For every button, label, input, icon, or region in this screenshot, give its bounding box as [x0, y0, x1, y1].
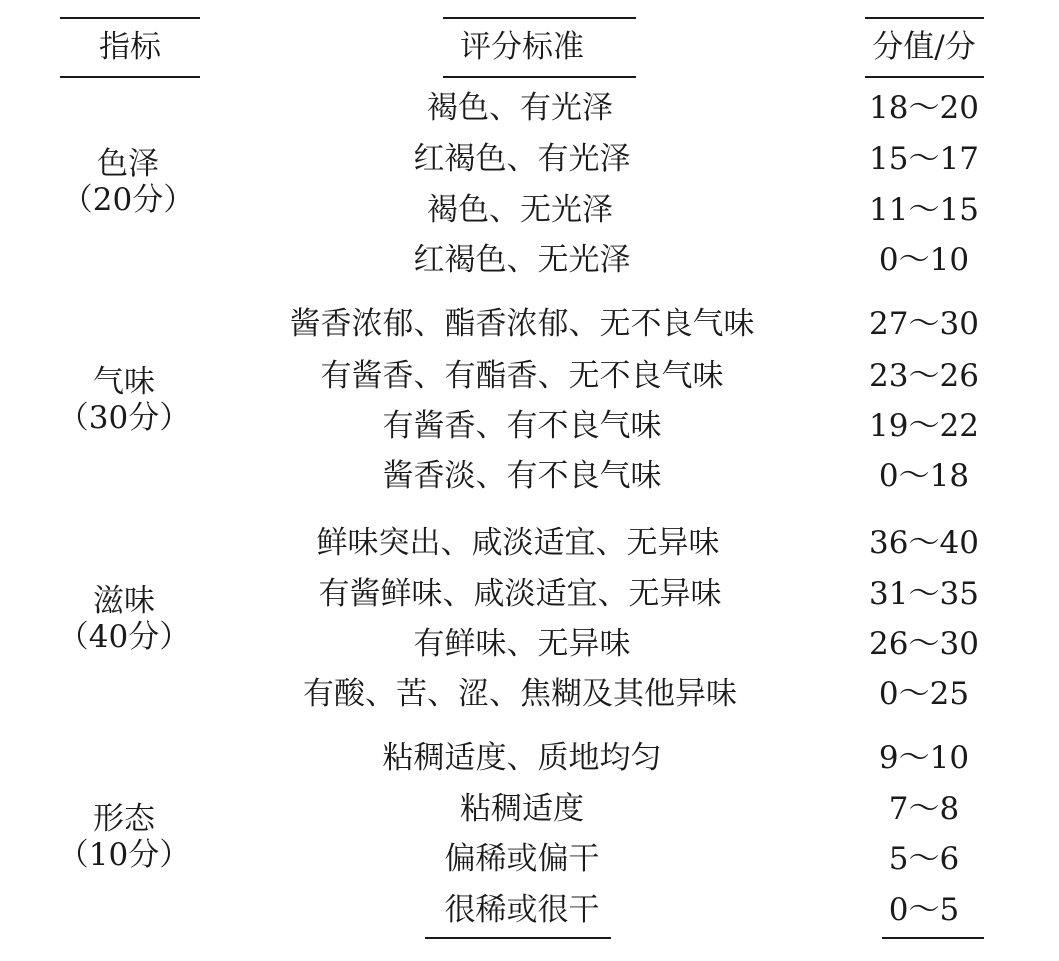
bottom-rule-criteria — [425, 937, 611, 939]
indicator-points: （30分） — [57, 400, 191, 436]
indicator-points: （40分） — [57, 619, 191, 655]
top-rule-criteria — [443, 17, 636, 19]
indicator-form — [58, 801, 190, 873]
indicator-aroma — [58, 364, 190, 436]
score-cell: 11～15 — [869, 192, 979, 228]
criteria-cell: 粘稠适度、质地均匀 — [382, 740, 662, 776]
score-cell: 9～10 — [878, 740, 970, 776]
criteria-cell: 褐色、有光泽 — [427, 90, 613, 126]
score-cell: 0～10 — [878, 242, 970, 278]
criteria-cell: 红褐色、有光泽 — [413, 141, 631, 177]
bottom-rule-score — [882, 937, 984, 939]
indicator-color — [62, 146, 194, 218]
score-cell: 27～30 — [869, 306, 979, 342]
score-cell: 31～35 — [869, 576, 979, 612]
indicator-points: （20分） — [61, 182, 195, 218]
score-cell: 36～40 — [869, 525, 979, 561]
indicator-name: 滋味 — [92, 583, 155, 619]
indicator-taste — [58, 583, 190, 655]
score-cell: 15～17 — [869, 141, 979, 177]
score-cell: 5～6 — [888, 841, 960, 877]
criteria-cell: 有酱香、有不良气味 — [382, 408, 662, 444]
indicator-points: （10分） — [57, 837, 191, 873]
criteria-cell: 酱香淡、有不良气味 — [382, 458, 662, 494]
indicator-name: 气味 — [92, 364, 155, 400]
criteria-cell: 很稀或很干 — [444, 892, 600, 928]
criteria-cell: 酱香浓郁、酯香浓郁、无不良气味 — [289, 306, 755, 342]
score-cell: 0～5 — [888, 892, 960, 928]
header-indicator: 指标 — [99, 29, 161, 65]
criteria-cell: 有酱香、有酯香、无不良气味 — [320, 358, 724, 394]
criteria-cell: 有酸、苦、涩、焦糊及其他异味 — [303, 676, 737, 712]
criteria-cell: 有酱鲜味、咸淡适宜、无异味 — [318, 576, 722, 612]
header-rule-score — [865, 76, 984, 78]
header-criteria: 评分标准 — [460, 29, 584, 65]
criteria-cell: 偏稀或偏干 — [444, 841, 600, 877]
header-score: 分值/分 — [872, 29, 976, 65]
criteria-cell: 鲜味突出、咸淡适宜、无异味 — [316, 525, 720, 561]
score-cell: 26～30 — [869, 626, 979, 662]
header-rule-criteria — [443, 76, 636, 78]
score-cell: 18～20 — [869, 90, 979, 126]
score-cell: 23～26 — [869, 358, 979, 394]
indicator-name: 形态 — [92, 801, 155, 837]
score-cell: 7～8 — [888, 791, 960, 827]
top-rule-score — [865, 17, 984, 19]
criteria-cell: 红褐色、无光泽 — [413, 242, 631, 278]
score-cell: 0～18 — [878, 458, 970, 494]
criteria-cell: 褐色、无光泽 — [427, 192, 613, 228]
top-rule-indicator — [60, 17, 200, 19]
score-cell: 19～22 — [869, 408, 979, 444]
header-rule-indicator — [60, 76, 200, 78]
criteria-cell: 粘稠适度 — [460, 791, 584, 827]
indicator-name: 色泽 — [96, 146, 159, 182]
score-cell: 0～25 — [878, 676, 970, 712]
criteria-cell: 有鲜味、无异味 — [413, 626, 631, 662]
